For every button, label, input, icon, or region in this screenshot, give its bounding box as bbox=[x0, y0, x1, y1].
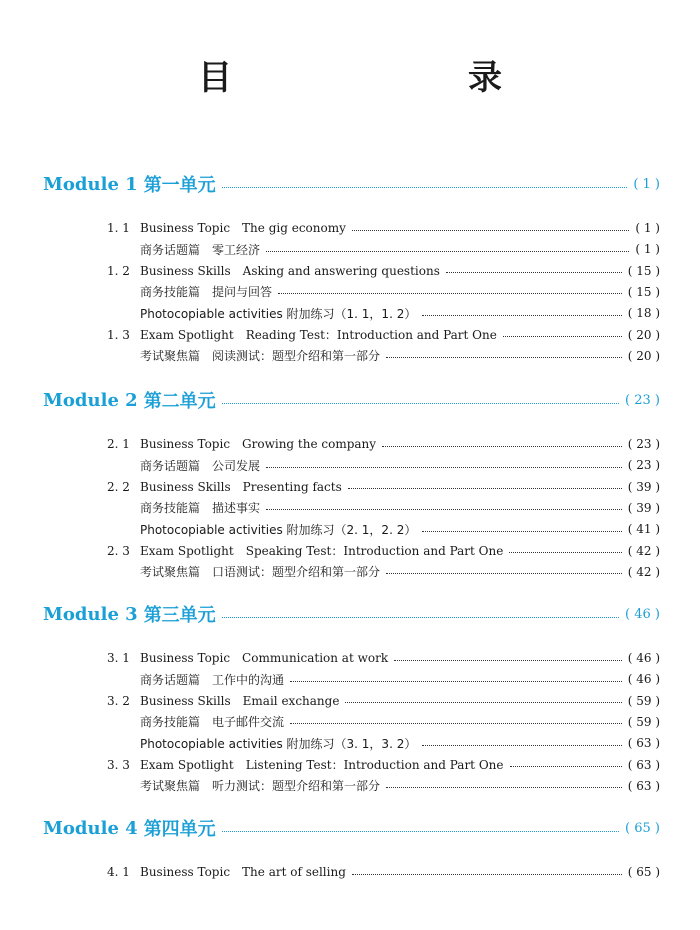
entry-category: 商务技能篇 bbox=[140, 501, 201, 516]
entry-title bbox=[140, 305, 422, 322]
entry-title bbox=[140, 221, 352, 235]
entry-title bbox=[140, 651, 394, 665]
toc-entry[interactable] bbox=[107, 755, 660, 775]
entry-subtitle: 零工经济 bbox=[212, 242, 261, 257]
entry-subtitle: Asking and answering questions bbox=[242, 263, 440, 278]
leader-dots bbox=[222, 403, 619, 404]
entry-subtitle: Presenting facts bbox=[242, 479, 342, 494]
entry-title bbox=[140, 499, 266, 516]
module-heading[interactable] bbox=[43, 172, 660, 196]
entry-subtitle: Communication at work bbox=[242, 651, 389, 665]
page-number: ( 63 ) bbox=[627, 778, 660, 793]
page-number: ( 42 ) bbox=[627, 564, 660, 579]
page-number: ( 15 ) bbox=[627, 263, 660, 278]
page-number: ( 1 ) bbox=[635, 221, 660, 235]
section-number: 3. 1 bbox=[107, 651, 130, 665]
module-name: Module 3 bbox=[43, 603, 138, 625]
page-number: ( 1 ) bbox=[635, 242, 660, 257]
entry-subtitle: The art of selling bbox=[242, 865, 346, 879]
page-number: ( 23 ) bbox=[627, 458, 660, 473]
leader-dots bbox=[278, 293, 622, 294]
entry-category: Photocopiable activities 附加练习（2. 1，2. 2） bbox=[140, 522, 417, 537]
toc-entry[interactable] bbox=[140, 733, 660, 753]
toc-entry[interactable] bbox=[140, 282, 660, 302]
toc-entry[interactable] bbox=[140, 239, 660, 259]
entry-category: Business Topic bbox=[140, 651, 231, 665]
entry-title bbox=[140, 713, 290, 730]
entry-title bbox=[140, 542, 509, 559]
module-title-zh: 第一单元 bbox=[143, 175, 216, 196]
entry-category: Business Topic bbox=[140, 437, 231, 451]
page-number: ( 18 ) bbox=[627, 306, 660, 321]
entry-category: Exam Spotlight bbox=[140, 544, 234, 558]
entry-subtitle: 电子邮件交流 bbox=[212, 715, 285, 730]
toc-entry[interactable] bbox=[107, 541, 660, 561]
toc-entry[interactable] bbox=[107, 691, 660, 711]
entry-title bbox=[140, 326, 503, 343]
page-number: ( 42 ) bbox=[627, 543, 660, 558]
module-title-zh: 第四单元 bbox=[143, 819, 216, 840]
toc-entry[interactable] bbox=[140, 346, 660, 366]
section-number: 3. 2 bbox=[107, 693, 130, 708]
page-number: ( 41 ) bbox=[627, 522, 660, 537]
module-name: Module 4 bbox=[43, 817, 138, 839]
leader-dots bbox=[386, 787, 622, 788]
entry-title bbox=[140, 756, 510, 773]
leader-dots bbox=[222, 831, 619, 832]
page-number: ( 15 ) bbox=[627, 284, 660, 299]
entry-title bbox=[140, 480, 348, 494]
leader-dots bbox=[352, 230, 629, 231]
toc-entry[interactable] bbox=[107, 261, 660, 281]
toc-entry[interactable] bbox=[140, 776, 660, 796]
page-number: ( 20 ) bbox=[627, 327, 660, 342]
entry-title bbox=[140, 865, 352, 879]
entry-category: Business Skills bbox=[140, 693, 231, 708]
entry-title bbox=[140, 777, 386, 794]
entry-category: 商务技能篇 bbox=[140, 285, 201, 300]
entry-category: Exam Spotlight bbox=[140, 758, 234, 772]
page-number: ( 65 ) bbox=[627, 865, 660, 879]
leader-dots bbox=[222, 187, 628, 188]
entry-title bbox=[140, 735, 422, 752]
entry-title bbox=[140, 563, 386, 580]
entry-subtitle: 阅读测试：题型介绍和第一部分 bbox=[212, 349, 381, 364]
entry-category: 考试聚焦篇 bbox=[140, 565, 201, 580]
entry-category: 商务话题篇 bbox=[140, 458, 201, 473]
entry-subtitle: 提问与回答 bbox=[212, 285, 273, 300]
entry-subtitle: Email exchange bbox=[242, 693, 340, 708]
entry-subtitle: 听力测试：题型介绍和第一部分 bbox=[212, 779, 381, 794]
toc-entry[interactable] bbox=[107, 218, 660, 238]
entry-category: 考试聚焦篇 bbox=[140, 779, 201, 794]
leader-dots bbox=[509, 552, 621, 553]
section-number: 1. 2 bbox=[107, 263, 130, 278]
page-number: ( 46 ) bbox=[627, 672, 660, 687]
leader-dots bbox=[510, 766, 622, 767]
entry-category: Business Topic bbox=[140, 221, 231, 235]
entry-subtitle: 描述事实 bbox=[212, 501, 261, 516]
entry-subtitle: Reading Test：Introduction and Part One bbox=[245, 328, 497, 342]
toc-entry[interactable] bbox=[107, 325, 660, 345]
entry-category: Business Skills bbox=[140, 479, 231, 494]
entry-subtitle: 工作中的沟通 bbox=[212, 672, 285, 687]
toc-entry[interactable] bbox=[107, 648, 660, 668]
section-number: 1. 1 bbox=[107, 221, 130, 235]
entry-category: Business Skills bbox=[140, 263, 231, 278]
toc-entry[interactable] bbox=[140, 498, 660, 518]
section-number: 2. 2 bbox=[107, 479, 130, 494]
toc-entry[interactable] bbox=[140, 562, 660, 582]
page-number: ( 59 ) bbox=[627, 693, 660, 708]
entry-title bbox=[140, 457, 266, 474]
leader-dots bbox=[503, 336, 622, 337]
module-title-zh: 第三单元 bbox=[143, 605, 216, 626]
page-title: 目 录 bbox=[198, 58, 558, 98]
entry-category: Photocopiable activities 附加练习（3. 1，3. 2） bbox=[140, 736, 417, 751]
leader-dots bbox=[266, 467, 622, 468]
module-name: Module 1 bbox=[43, 173, 138, 195]
entry-subtitle: 口语测试：题型介绍和第一部分 bbox=[212, 565, 381, 580]
entry-category: 商务话题篇 bbox=[140, 242, 201, 257]
module-title-zh: 第二单元 bbox=[143, 391, 216, 412]
page-number: ( 39 ) bbox=[627, 500, 660, 515]
module-heading[interactable] bbox=[43, 816, 660, 840]
entry-subtitle: 公司发展 bbox=[212, 458, 261, 473]
entry-category: 考试聚焦篇 bbox=[140, 349, 201, 364]
leader-dots bbox=[290, 723, 622, 724]
leader-dots bbox=[222, 617, 619, 618]
leader-dots bbox=[345, 702, 621, 703]
entry-title bbox=[140, 264, 446, 278]
entry-category: 商务话题篇 bbox=[140, 672, 201, 687]
entry-title bbox=[140, 671, 290, 688]
leader-dots bbox=[422, 531, 621, 532]
entry-category: Exam Spotlight bbox=[140, 328, 234, 342]
entry-subtitle: Growing the company bbox=[242, 437, 377, 451]
leader-dots bbox=[352, 874, 622, 875]
leader-dots bbox=[422, 745, 621, 746]
page-number: ( 63 ) bbox=[627, 736, 660, 751]
section-number: 4. 1 bbox=[107, 865, 130, 879]
page-number: ( 39 ) bbox=[627, 479, 660, 494]
toc-entry[interactable] bbox=[140, 712, 660, 732]
page-number: ( 63 ) bbox=[627, 757, 660, 772]
entry-title bbox=[140, 241, 266, 258]
module-heading[interactable] bbox=[43, 388, 660, 412]
entry-subtitle: The gig economy bbox=[242, 221, 346, 235]
entry-title bbox=[140, 521, 422, 538]
module-heading[interactable] bbox=[43, 602, 660, 626]
leader-dots bbox=[266, 509, 622, 510]
page-number: ( 46 ) bbox=[625, 606, 660, 622]
toc-entry[interactable] bbox=[140, 669, 660, 689]
entry-category: Photocopiable activities 附加练习（1. 1，1. 2） bbox=[140, 306, 417, 321]
toc-entry[interactable] bbox=[107, 434, 660, 454]
entry-title bbox=[140, 437, 382, 451]
page-number: ( 23 ) bbox=[627, 437, 660, 451]
page-number: ( 20 ) bbox=[627, 348, 660, 363]
page-number: ( 59 ) bbox=[627, 714, 660, 729]
toc-entry[interactable] bbox=[107, 862, 660, 882]
leader-dots bbox=[422, 315, 621, 316]
section-number: 2. 1 bbox=[107, 437, 130, 451]
module-name: Module 2 bbox=[43, 389, 138, 411]
leader-dots bbox=[386, 573, 622, 574]
entry-category: Business Topic bbox=[140, 865, 231, 879]
toc-entry[interactable] bbox=[140, 519, 660, 539]
entry-subtitle: Speaking Test：Introduction and Part One bbox=[245, 544, 504, 558]
leader-dots bbox=[266, 251, 629, 252]
section-number: 1. 3 bbox=[107, 327, 130, 342]
leader-dots bbox=[382, 446, 622, 447]
leader-dots bbox=[394, 660, 622, 661]
toc-entry[interactable] bbox=[107, 477, 660, 497]
page-number: ( 65 ) bbox=[625, 820, 660, 836]
leader-dots bbox=[386, 357, 622, 358]
page-number: ( 46 ) bbox=[627, 651, 660, 665]
page-number: ( 23 ) bbox=[625, 392, 660, 408]
toc-entry[interactable] bbox=[140, 303, 660, 323]
entry-title bbox=[140, 694, 345, 708]
section-number: 3. 3 bbox=[107, 757, 130, 772]
leader-dots bbox=[446, 272, 622, 273]
entry-category: 商务技能篇 bbox=[140, 715, 201, 730]
section-number: 2. 3 bbox=[107, 543, 130, 558]
entry-title bbox=[140, 347, 386, 364]
leader-dots bbox=[290, 681, 622, 682]
leader-dots bbox=[348, 488, 622, 489]
entry-title bbox=[140, 283, 278, 300]
entry-subtitle: Listening Test：Introduction and Part One bbox=[245, 758, 504, 772]
page-number: ( 1 ) bbox=[633, 176, 660, 192]
toc-entry[interactable] bbox=[140, 455, 660, 475]
